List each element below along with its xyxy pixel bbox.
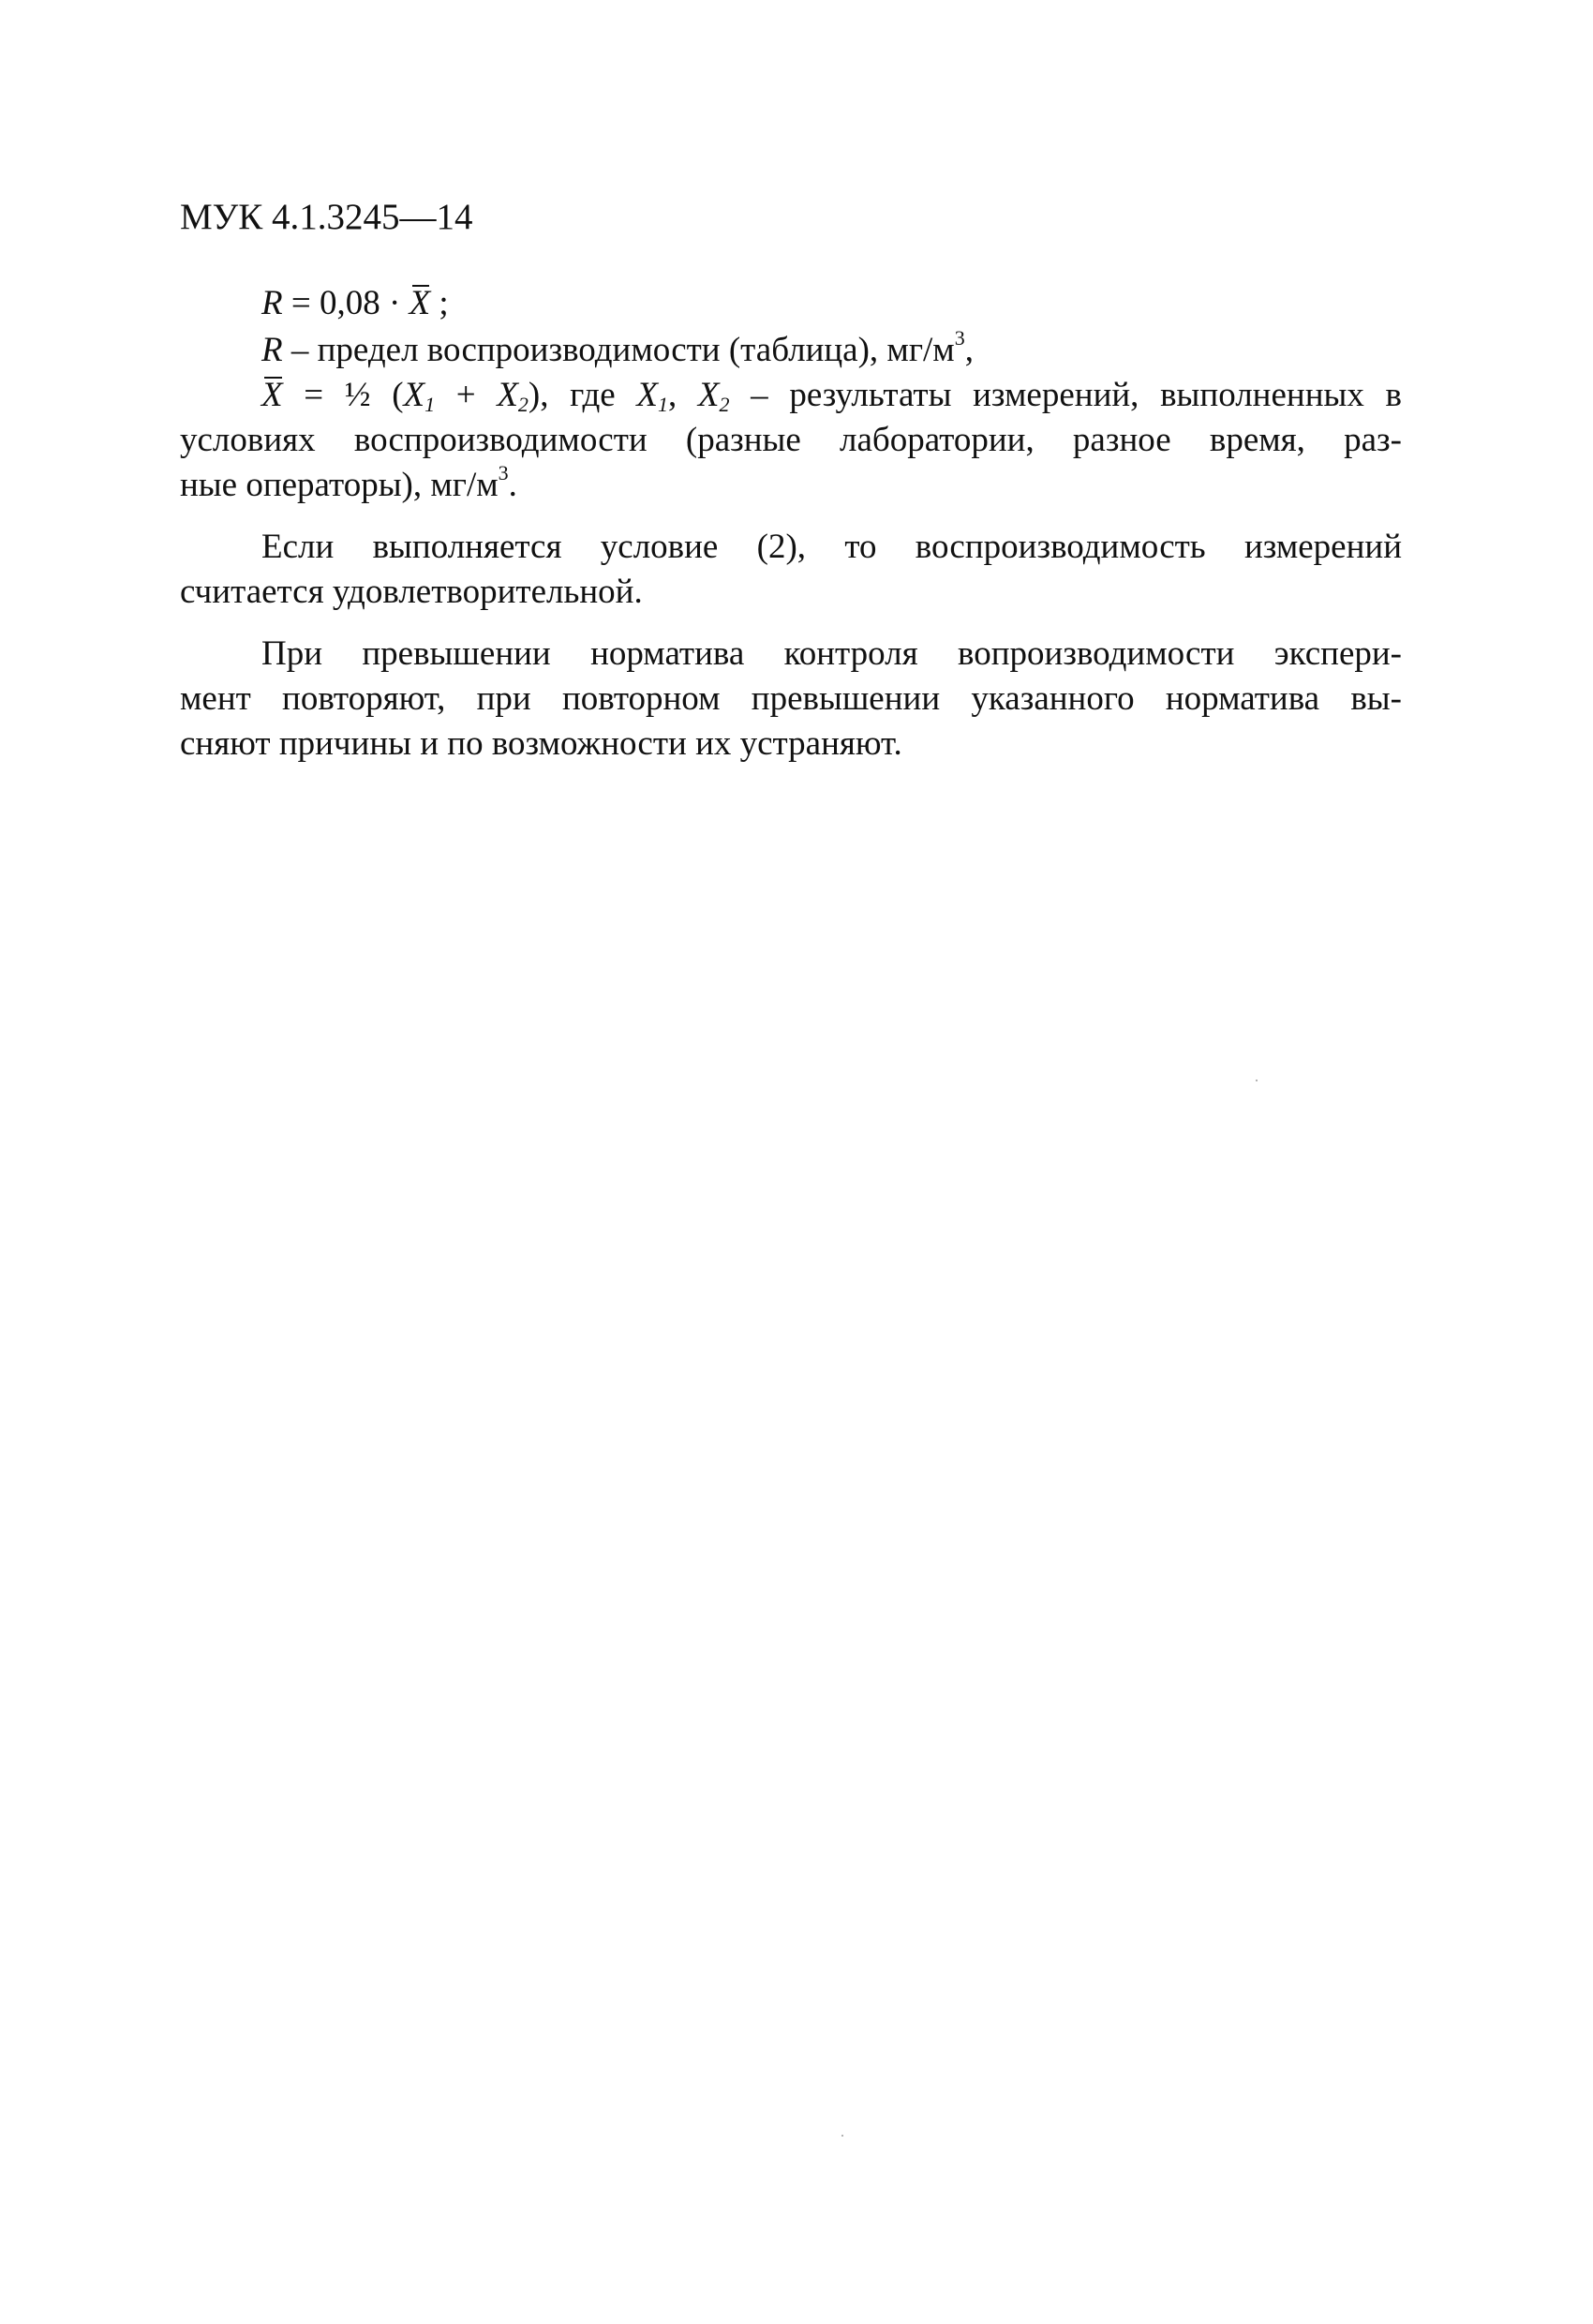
definition-R-symbol: R [261, 331, 283, 369]
paragraph-condition-line-1: Если выполняется условие (2), то воспроизводимость измерений [261, 528, 1402, 566]
formula-end: ; [430, 284, 449, 322]
formula-mean-symbol: X [409, 281, 431, 326]
definition-X-comma: , [668, 376, 698, 414]
definition-X1-repeat: X [636, 376, 658, 414]
scan-speck [841, 2135, 843, 2137]
paragraph-exceed-line-2: мент повторяют, при повторном превышении указанного норматива вы- [180, 679, 1402, 718]
definition-X-close: ), где [528, 376, 637, 414]
definition-mean-symbol: X [261, 373, 283, 418]
definition-X-plus: + [435, 376, 498, 414]
definition-X2-repeat-index: 2 [719, 393, 730, 416]
definition-X-line-2: условиях воспроизводимости (разные лаборатории, разное время, раз- [180, 421, 1402, 459]
formula-R-symbol: R [261, 284, 283, 322]
definition-X-eq: = ½ ( [282, 376, 404, 414]
formula-R [180, 281, 1402, 328]
definition-X2: X [497, 376, 518, 414]
paragraph-exceed-line-3: сняют причины и по возможности их устраняют. [180, 724, 902, 763]
definition-X-rest: – результаты измерений, выполненных в [729, 376, 1402, 414]
definition-X1-index: 1 [424, 393, 436, 416]
paragraph-condition-line-2: считается удовлетворительной. [180, 573, 643, 611]
definition-X2-index: 2 [517, 393, 529, 416]
definition-R-exponent: 3 [954, 326, 965, 350]
definition-X-line-3 [180, 463, 1402, 508]
definition-X-line-3-text: ные операторы), мг/м [180, 466, 499, 504]
document-code: МУК 4.1.3245—14 [180, 197, 473, 237]
definition-X1: X [403, 376, 425, 414]
definition-X2-repeat: X [697, 376, 720, 414]
formula-R-equals: = 0,08 · [282, 284, 409, 322]
paragraph-exceed-line-1: При превышении норматива контроля вопроизводимости экспери- [261, 634, 1402, 673]
definition-X-end: . [508, 466, 517, 504]
definition-R [180, 328, 1402, 373]
definition-X-line-1 [180, 373, 1402, 418]
definition-R-end: , [964, 331, 974, 369]
definition-X-exponent: 3 [498, 461, 509, 484]
document-body [180, 281, 1402, 767]
scan-speck [1256, 1080, 1258, 1081]
definition-X1-repeat-index: 1 [658, 393, 668, 416]
definition-R-text: – предел воспроизводимости (таблица), мг/м [282, 331, 955, 369]
